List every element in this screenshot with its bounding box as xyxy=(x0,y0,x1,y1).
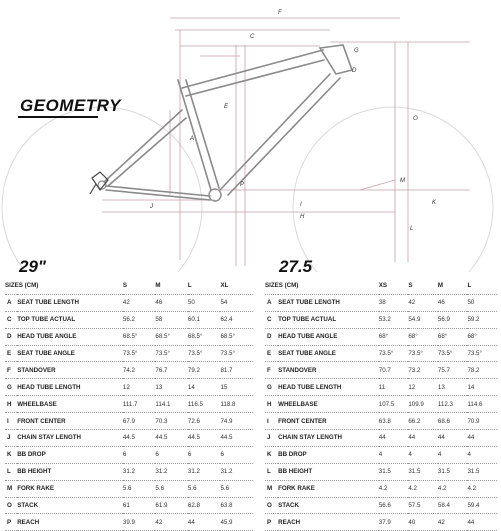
table-header-row xyxy=(265,278,497,294)
row-value: 79.2 xyxy=(188,362,221,379)
table-row xyxy=(265,463,497,480)
table-row xyxy=(265,480,497,497)
row-code: A xyxy=(5,294,17,311)
dim-label-c: C xyxy=(250,34,255,40)
row-value: 57.5 xyxy=(408,497,438,514)
row-code: C xyxy=(265,311,278,328)
row-value: 42 xyxy=(438,514,468,531)
row-value: 31.2 xyxy=(220,463,253,480)
row-code: P xyxy=(5,514,17,531)
row-name: SEAT TUBE ANGLE xyxy=(17,345,123,362)
row-name: STACK xyxy=(17,497,123,514)
row-name: STANDOVER xyxy=(278,362,379,379)
dim-label-f: F xyxy=(278,10,282,16)
row-value: 46 xyxy=(438,294,468,311)
row-value: 63.8 xyxy=(220,497,253,514)
row-code: P xyxy=(265,514,278,531)
row-value: 44.5 xyxy=(123,430,156,447)
row-value: 73.5° xyxy=(155,345,188,362)
row-value: 56.6 xyxy=(379,497,409,514)
row-value: 44 xyxy=(408,430,438,447)
table-row xyxy=(5,396,253,413)
row-value: 6 xyxy=(155,446,188,463)
table-row xyxy=(265,413,497,430)
row-value: 73.5° xyxy=(220,345,253,362)
dim-label-g: G xyxy=(354,48,359,54)
title-underline xyxy=(18,116,98,118)
row-value: 4 xyxy=(379,446,409,463)
row-code: K xyxy=(5,446,17,463)
size-table-29 xyxy=(5,278,253,531)
row-value: 114.6 xyxy=(467,396,497,413)
row-value: 31.2 xyxy=(188,463,221,480)
table-row xyxy=(265,345,497,362)
row-name: FRONT CENTER xyxy=(17,413,123,430)
row-value: 81.7 xyxy=(220,362,253,379)
row-code: M xyxy=(5,480,17,497)
row-name: FORK RAKE xyxy=(17,480,123,497)
row-name: REACH xyxy=(17,514,123,531)
row-value: 13 xyxy=(438,379,468,396)
row-code: I xyxy=(5,413,17,430)
row-value: 31.2 xyxy=(123,463,156,480)
row-value: 40 xyxy=(408,514,438,531)
row-value: 112.3 xyxy=(438,396,468,413)
header-size-col: S xyxy=(408,278,438,294)
table-row xyxy=(265,446,497,463)
row-code: M xyxy=(265,480,278,497)
row-value: 68.5° xyxy=(123,328,156,345)
row-value: 68° xyxy=(467,328,497,345)
row-value: 111.7 xyxy=(123,396,156,413)
row-value: 6 xyxy=(220,446,253,463)
page-title: GEOMETRY xyxy=(20,96,121,115)
row-code: G xyxy=(265,379,278,396)
row-value: 74.2 xyxy=(123,362,156,379)
dim-label-j: J xyxy=(150,204,153,210)
row-value: 68.5° xyxy=(220,328,253,345)
row-value: 4.2 xyxy=(379,480,409,497)
row-code: F xyxy=(265,362,278,379)
row-value: 6 xyxy=(123,446,156,463)
geometry-table-29 xyxy=(5,256,253,531)
row-value: 14 xyxy=(188,379,221,396)
row-value: 76.7 xyxy=(155,362,188,379)
row-value: 31.5 xyxy=(408,463,438,480)
row-code: H xyxy=(5,396,17,413)
row-name: FORK RAKE xyxy=(278,480,379,497)
row-value: 68° xyxy=(408,328,438,345)
row-code: G xyxy=(5,379,17,396)
dim-label-h: H xyxy=(300,214,305,220)
size-table-275 xyxy=(265,278,497,531)
table-header-row xyxy=(5,278,253,294)
row-value: 31.5 xyxy=(379,463,409,480)
row-value: 15 xyxy=(220,379,253,396)
row-value: 38 xyxy=(379,294,409,311)
row-name: FRONT CENTER xyxy=(278,413,379,430)
header-size-col: M xyxy=(155,278,188,294)
row-value: 42 xyxy=(123,294,156,311)
row-code: I xyxy=(265,413,278,430)
table-row xyxy=(5,480,253,497)
row-value: 14 xyxy=(467,379,497,396)
header-size-col: XS xyxy=(379,278,409,294)
wheel-size-label-275: 27.5 xyxy=(279,257,313,276)
dim-label-d: D xyxy=(352,68,357,74)
row-value: 31.2 xyxy=(155,463,188,480)
row-value: 44.5 xyxy=(155,430,188,447)
row-value: 56.2 xyxy=(123,311,156,328)
row-name: CHAIN STAY LENGTH xyxy=(17,430,123,447)
table-row xyxy=(265,362,497,379)
table-row xyxy=(265,430,497,447)
row-code: O xyxy=(265,497,278,514)
row-value: 42 xyxy=(155,514,188,531)
row-value: 73.5° xyxy=(438,345,468,362)
row-value: 56.9 xyxy=(438,311,468,328)
row-code: E xyxy=(5,345,17,362)
table-row xyxy=(265,379,497,396)
row-code: L xyxy=(5,463,17,480)
row-value: 61 xyxy=(123,497,156,514)
row-name: SEAT TUBE LENGTH xyxy=(278,294,379,311)
row-name: SEAT TUBE LENGTH xyxy=(17,294,123,311)
table-row xyxy=(265,514,497,531)
row-value: 12 xyxy=(408,379,438,396)
dim-label-k: K xyxy=(432,200,437,206)
table-row xyxy=(265,497,497,514)
row-value: 54.9 xyxy=(408,311,438,328)
row-value: 70.7 xyxy=(379,362,409,379)
row-value: 13 xyxy=(155,379,188,396)
header-sizes: SIZES (CM) xyxy=(265,278,379,294)
row-value: 4 xyxy=(408,446,438,463)
row-value: 109.9 xyxy=(408,396,438,413)
frame-tubes xyxy=(104,45,352,200)
row-value: 58.4 xyxy=(438,497,468,514)
row-code: O xyxy=(5,497,17,514)
row-value: 63.8 xyxy=(379,413,409,430)
row-value: 5.6 xyxy=(123,480,156,497)
table-row xyxy=(5,463,253,480)
row-value: 73.5° xyxy=(408,345,438,362)
table-row xyxy=(5,362,253,379)
table-body-275 xyxy=(265,294,497,530)
row-value: 50 xyxy=(467,294,497,311)
row-value: 66.2 xyxy=(408,413,438,430)
table-row xyxy=(5,345,253,362)
row-name: BB DROP xyxy=(17,446,123,463)
row-name: SEAT TUBE ANGLE xyxy=(278,345,379,362)
row-value: 5.6 xyxy=(220,480,253,497)
row-value: 68.6 xyxy=(438,413,468,430)
row-value: 44 xyxy=(438,430,468,447)
row-name: CHAIN STAY LENGTH xyxy=(278,430,379,447)
front-wheel xyxy=(293,107,493,272)
geometry-table-275 xyxy=(265,256,497,531)
table-row xyxy=(265,294,497,311)
row-name: HEAD TUBE ANGLE xyxy=(278,328,379,345)
row-value: 78.2 xyxy=(467,362,497,379)
row-value: 44.5 xyxy=(220,430,253,447)
row-name: HEAD TUBE LENGTH xyxy=(17,379,123,396)
header-size-col: S xyxy=(123,278,156,294)
row-value: 62.4 xyxy=(220,311,253,328)
row-value: 70.9 xyxy=(467,413,497,430)
row-value: 31.5 xyxy=(438,463,468,480)
row-value: 4.2 xyxy=(438,480,468,497)
row-value: 73.5° xyxy=(123,345,156,362)
row-value: 44 xyxy=(379,430,409,447)
header-size-col: L xyxy=(467,278,497,294)
row-value: 58 xyxy=(155,311,188,328)
row-value: 107.5 xyxy=(379,396,409,413)
dim-label-i: I xyxy=(300,202,302,208)
row-value: 75.7 xyxy=(438,362,468,379)
bottom-bracket xyxy=(209,189,221,201)
table-row xyxy=(5,430,253,447)
header-size-col: M xyxy=(438,278,468,294)
header-size-col: XL xyxy=(220,278,253,294)
row-value: 44.5 xyxy=(188,430,221,447)
row-value: 73.5° xyxy=(188,345,221,362)
row-name: BB HEIGHT xyxy=(17,463,123,480)
row-value: 4.2 xyxy=(408,480,438,497)
wheel-size-label-29: 29" xyxy=(19,257,46,276)
row-value: 70.3 xyxy=(155,413,188,430)
row-code: F xyxy=(5,362,17,379)
row-value: 61.9 xyxy=(155,497,188,514)
row-value: 12 xyxy=(123,379,156,396)
row-name: STACK xyxy=(278,497,379,514)
header-size-col: L xyxy=(188,278,221,294)
row-name: TOP TUBE ACTUAL xyxy=(278,311,379,328)
row-code: J xyxy=(265,430,278,447)
row-value: 11 xyxy=(379,379,409,396)
row-value: 45.9 xyxy=(220,514,253,531)
table-body-29 xyxy=(5,294,253,530)
row-value: 116.5 xyxy=(188,396,221,413)
row-value: 44 xyxy=(467,514,497,531)
row-name: BB DROP xyxy=(278,446,379,463)
row-value: 54 xyxy=(220,294,253,311)
row-name: REACH xyxy=(278,514,379,531)
row-value: 67.9 xyxy=(123,413,156,430)
row-value: 4 xyxy=(467,446,497,463)
row-value: 46 xyxy=(155,294,188,311)
row-value: 39.9 xyxy=(123,514,156,531)
row-code: J xyxy=(5,430,17,447)
table-row xyxy=(5,446,253,463)
row-value: 42 xyxy=(408,294,438,311)
table-row xyxy=(5,328,253,345)
row-value: 4 xyxy=(438,446,468,463)
row-value: 114.1 xyxy=(155,396,188,413)
row-value: 73.5° xyxy=(379,345,409,362)
row-value: 31.5 xyxy=(467,463,497,480)
row-value: 59.4 xyxy=(467,497,497,514)
row-code: L xyxy=(265,463,278,480)
row-value: 62.8 xyxy=(188,497,221,514)
row-value: 4.2 xyxy=(467,480,497,497)
row-value: 6 xyxy=(188,446,221,463)
row-name: WHEELBASE xyxy=(278,396,379,413)
row-value: 73.5° xyxy=(467,345,497,362)
row-code: H xyxy=(265,396,278,413)
row-value: 44 xyxy=(188,514,221,531)
row-value: 60.1 xyxy=(188,311,221,328)
row-value: 73.2 xyxy=(408,362,438,379)
table-row xyxy=(5,413,253,430)
table-row xyxy=(265,328,497,345)
row-value: 68.5° xyxy=(188,328,221,345)
row-code: E xyxy=(265,345,278,362)
row-name: BB HEIGHT xyxy=(278,463,379,480)
row-code: K xyxy=(265,446,278,463)
row-code: A xyxy=(265,294,278,311)
row-value: 68° xyxy=(438,328,468,345)
dim-label-o: O xyxy=(413,116,418,122)
dim-label-e: E xyxy=(224,104,229,110)
dim-label-l: L xyxy=(410,226,414,232)
row-code: C xyxy=(5,311,17,328)
row-value: 59.2 xyxy=(467,311,497,328)
header-sizes: SIZES (CM) xyxy=(5,278,123,294)
row-name: HEAD TUBE LENGTH xyxy=(278,379,379,396)
dim-label-m: M xyxy=(400,178,405,184)
row-value: 5.6 xyxy=(188,480,221,497)
row-code: D xyxy=(265,328,278,345)
dim-label-p: P xyxy=(240,182,245,188)
table-row xyxy=(5,497,253,514)
row-value: 72.6 xyxy=(188,413,221,430)
row-value: 50 xyxy=(188,294,221,311)
table-row xyxy=(265,311,497,328)
table-row xyxy=(265,396,497,413)
row-value: 53.2 xyxy=(379,311,409,328)
row-name: WHEELBASE xyxy=(17,396,123,413)
row-value: 68° xyxy=(379,328,409,345)
dimension-lines xyxy=(102,18,470,266)
row-code: D xyxy=(5,328,17,345)
row-value: 5.6 xyxy=(155,480,188,497)
table-row xyxy=(5,379,253,396)
table-row xyxy=(5,294,253,311)
row-value: 118.8 xyxy=(220,396,253,413)
row-name: HEAD TUBE ANGLE xyxy=(17,328,123,345)
row-value: 74.9 xyxy=(220,413,253,430)
row-name: STANDOVER xyxy=(17,362,123,379)
row-value: 37.9 xyxy=(379,514,409,531)
row-value: 68.5° xyxy=(155,328,188,345)
row-value: 44 xyxy=(467,430,497,447)
table-row xyxy=(5,514,253,531)
row-name: TOP TUBE ACTUAL xyxy=(17,311,123,328)
table-row xyxy=(5,311,253,328)
dim-label-a: A xyxy=(190,136,195,142)
